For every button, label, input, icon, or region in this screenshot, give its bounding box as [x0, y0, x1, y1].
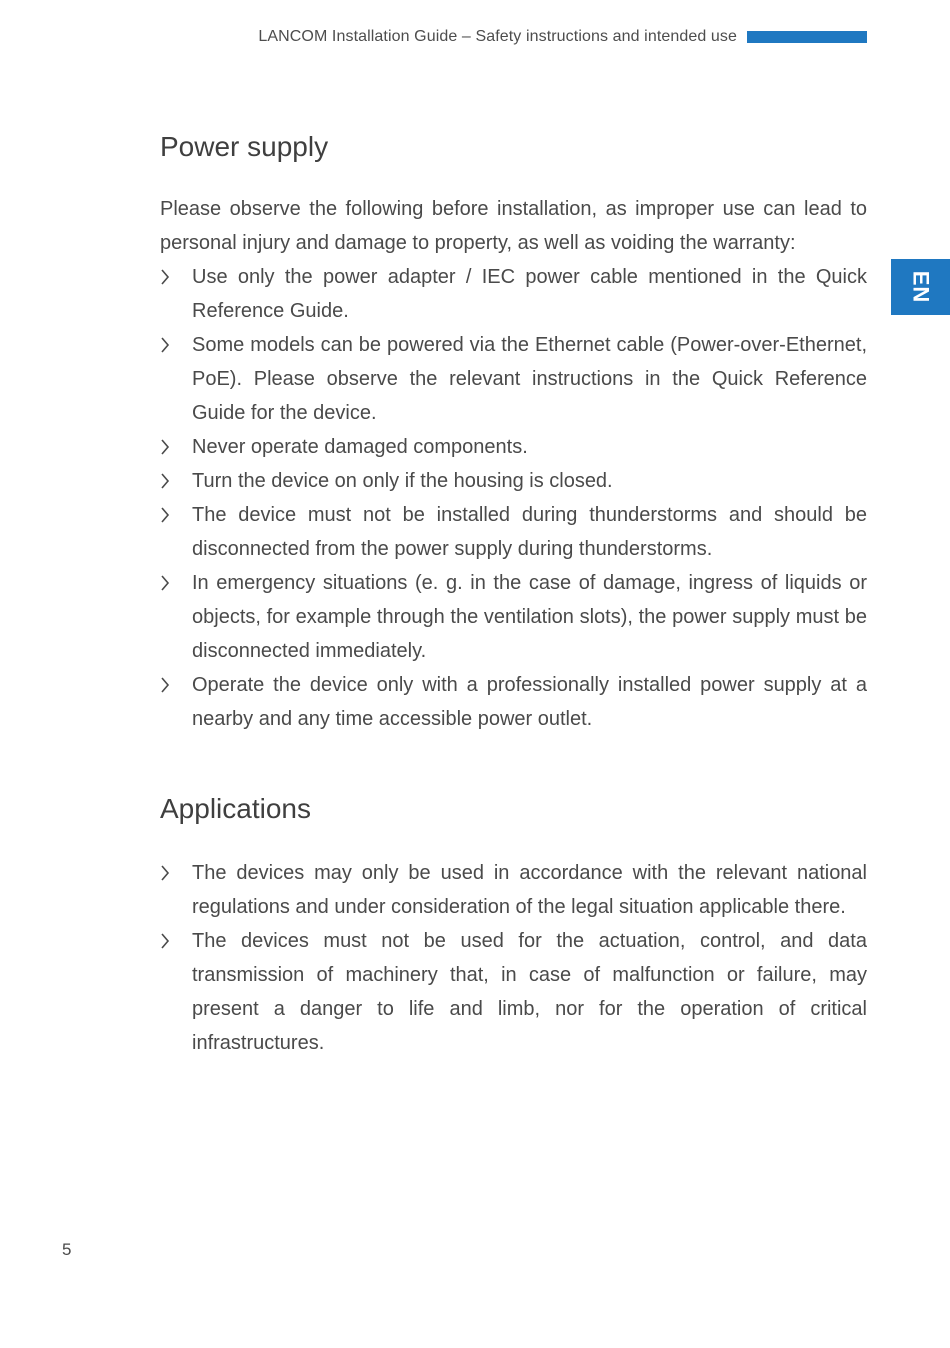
power-supply-list [160, 260, 867, 736]
language-tab-label: EN [908, 270, 934, 304]
chevron-right-icon [160, 439, 170, 455]
chevron-right-icon [160, 507, 170, 523]
chevron-right-icon [160, 473, 170, 489]
list-item-text: Use only the power adapter / IEC power cable mentioned in the Quick Reference Guide. [192, 266, 867, 322]
language-tab [891, 259, 950, 315]
chevron-right-icon [160, 677, 170, 693]
chevron-right-icon [160, 865, 170, 881]
header-title: LANCOM Installation Guide – Safety instructions and intended use [258, 28, 737, 45]
page-number: 5 [62, 1240, 72, 1259]
section-heading-power-supply: Power supply [160, 131, 329, 162]
page-header [160, 27, 867, 47]
list-item-text: The device must not be installed during thunderstorms and should be disconnected from the power supply during thunderstorms. [192, 504, 867, 560]
applications-list [160, 856, 867, 1060]
list-item-text: Turn the device on only if the housing is closed. [192, 470, 613, 492]
list-item [160, 260, 867, 328]
list-item-text: The devices may only be used in accordance with the relevant national regulations and under consideration of the legal situation applicable there. [192, 862, 867, 918]
power-supply-intro: Please observe the following before installation, as improper use can lead to personal injury and damage to property, as well as voiding the warranty: [160, 198, 867, 254]
list-item [160, 430, 867, 464]
list-item [160, 924, 867, 1060]
main-content [160, 120, 867, 1060]
list-item [160, 464, 867, 498]
list-item [160, 668, 867, 736]
list-item [160, 498, 867, 566]
list-item-text: In emergency situations (e. g. in the case of damage, ingress of liquids or objects, for example through the ventilation slots), the power supply must be disconnected immediately. [192, 572, 867, 662]
chevron-right-icon [160, 269, 170, 285]
list-item [160, 328, 867, 430]
chevron-right-icon [160, 933, 170, 949]
power-supply-section [160, 120, 867, 736]
section-heading-applications: Applications [160, 793, 311, 824]
chevron-right-icon [160, 575, 170, 591]
list-item-text: Never operate damaged components. [192, 436, 528, 458]
list-item-text: The devices must not be used for the actuation, control, and data transmission of machinery that, in case of malfunction or failure, may present a danger to life and limb, nor for the operation of critical infrastructures. [192, 930, 867, 1054]
list-item-text: Operate the device only with a professionally installed power supply at a nearby and any time accessible power outlet. [192, 674, 867, 730]
applications-section [160, 782, 867, 1060]
list-item [160, 856, 867, 924]
header-accent-bar [747, 31, 867, 43]
chevron-right-icon [160, 337, 170, 353]
list-item [160, 566, 867, 668]
list-item-text: Some models can be powered via the Ethernet cable (Power-over-Ethernet, PoE). Please observe the relevant instructions in the Quick Reference Guide for the device. [192, 334, 867, 424]
